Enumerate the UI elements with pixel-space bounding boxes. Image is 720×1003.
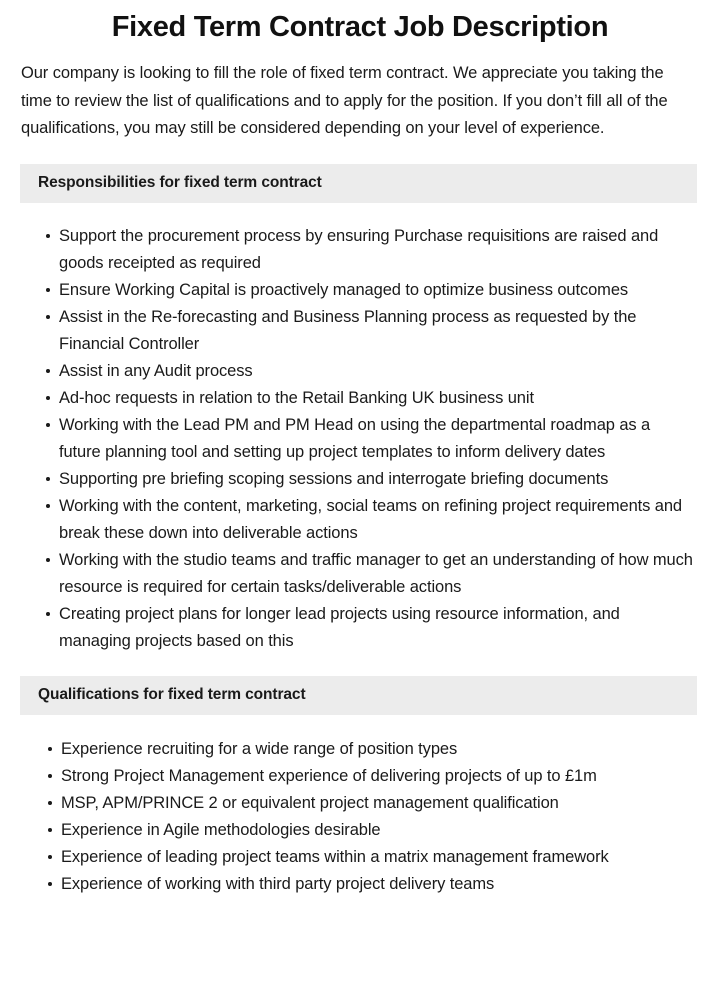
list-item: Experience in Agile methodologies desirable (48, 817, 694, 844)
qualifications-list (0, 736, 720, 898)
list-item: Creating project plans for longer lead projects using resource information, and managing projects based on this (46, 601, 694, 655)
intro-paragraph: Our company is looking to fill the role of fixed term contract. We appreciate you taking the time to review the list of qualifications and to apply for the position. If you don’t fill all of the qualifications, you may still be considered depending on your level of experience. (21, 64, 668, 137)
section-header-responsibilities (20, 164, 697, 203)
list-item: Experience of working with third party project delivery teams (48, 871, 694, 898)
list-item: Experience recruiting for a wide range of position types (48, 736, 694, 763)
section-responsibilities (0, 164, 720, 655)
list-item: Experience of leading project teams within a matrix management framework (48, 844, 694, 871)
list-item: Ensure Working Capital is proactively managed to optimize business outcomes (46, 277, 694, 304)
section-header-qualifications (20, 676, 697, 715)
section-heading-label: Qualifications for fixed term contract (38, 686, 306, 703)
list-item: Working with the studio teams and traffic manager to get an understanding of how much resource is required for certain tasks/deliverable actions (46, 547, 694, 601)
list-item: Supporting pre briefing scoping sessions and interrogate briefing documents (46, 466, 694, 493)
list-item: Working with the Lead PM and PM Head on using the departmental roadmap as a future planning tool and setting up project templates to inform delivery dates (46, 412, 694, 466)
list-item: Support the procurement process by ensuring Purchase requisitions are raised and goods receipted as required (46, 223, 694, 277)
list-item: Working with the content, marketing, social teams on refining project requirements and break these down into deliverable actions (46, 493, 694, 547)
list-item: Ad-hoc requests in relation to the Retail Banking UK business unit (46, 385, 694, 412)
section-qualifications (0, 676, 720, 898)
responsibilities-list (0, 223, 720, 655)
page-title: Fixed Term Contract Job Description (111, 11, 609, 43)
list-item: Assist in the Re-forecasting and Business Planning process as requested by the Financial Controller (46, 304, 694, 358)
list-item: Strong Project Management experience of delivering projects of up to £1m (48, 763, 694, 790)
section-heading-label: Responsibilities for fixed term contract (38, 174, 322, 191)
list-item: MSP, APM/PRINCE 2 or equivalent project management qualification (48, 790, 694, 817)
list-item: Assist in any Audit process (46, 358, 694, 385)
